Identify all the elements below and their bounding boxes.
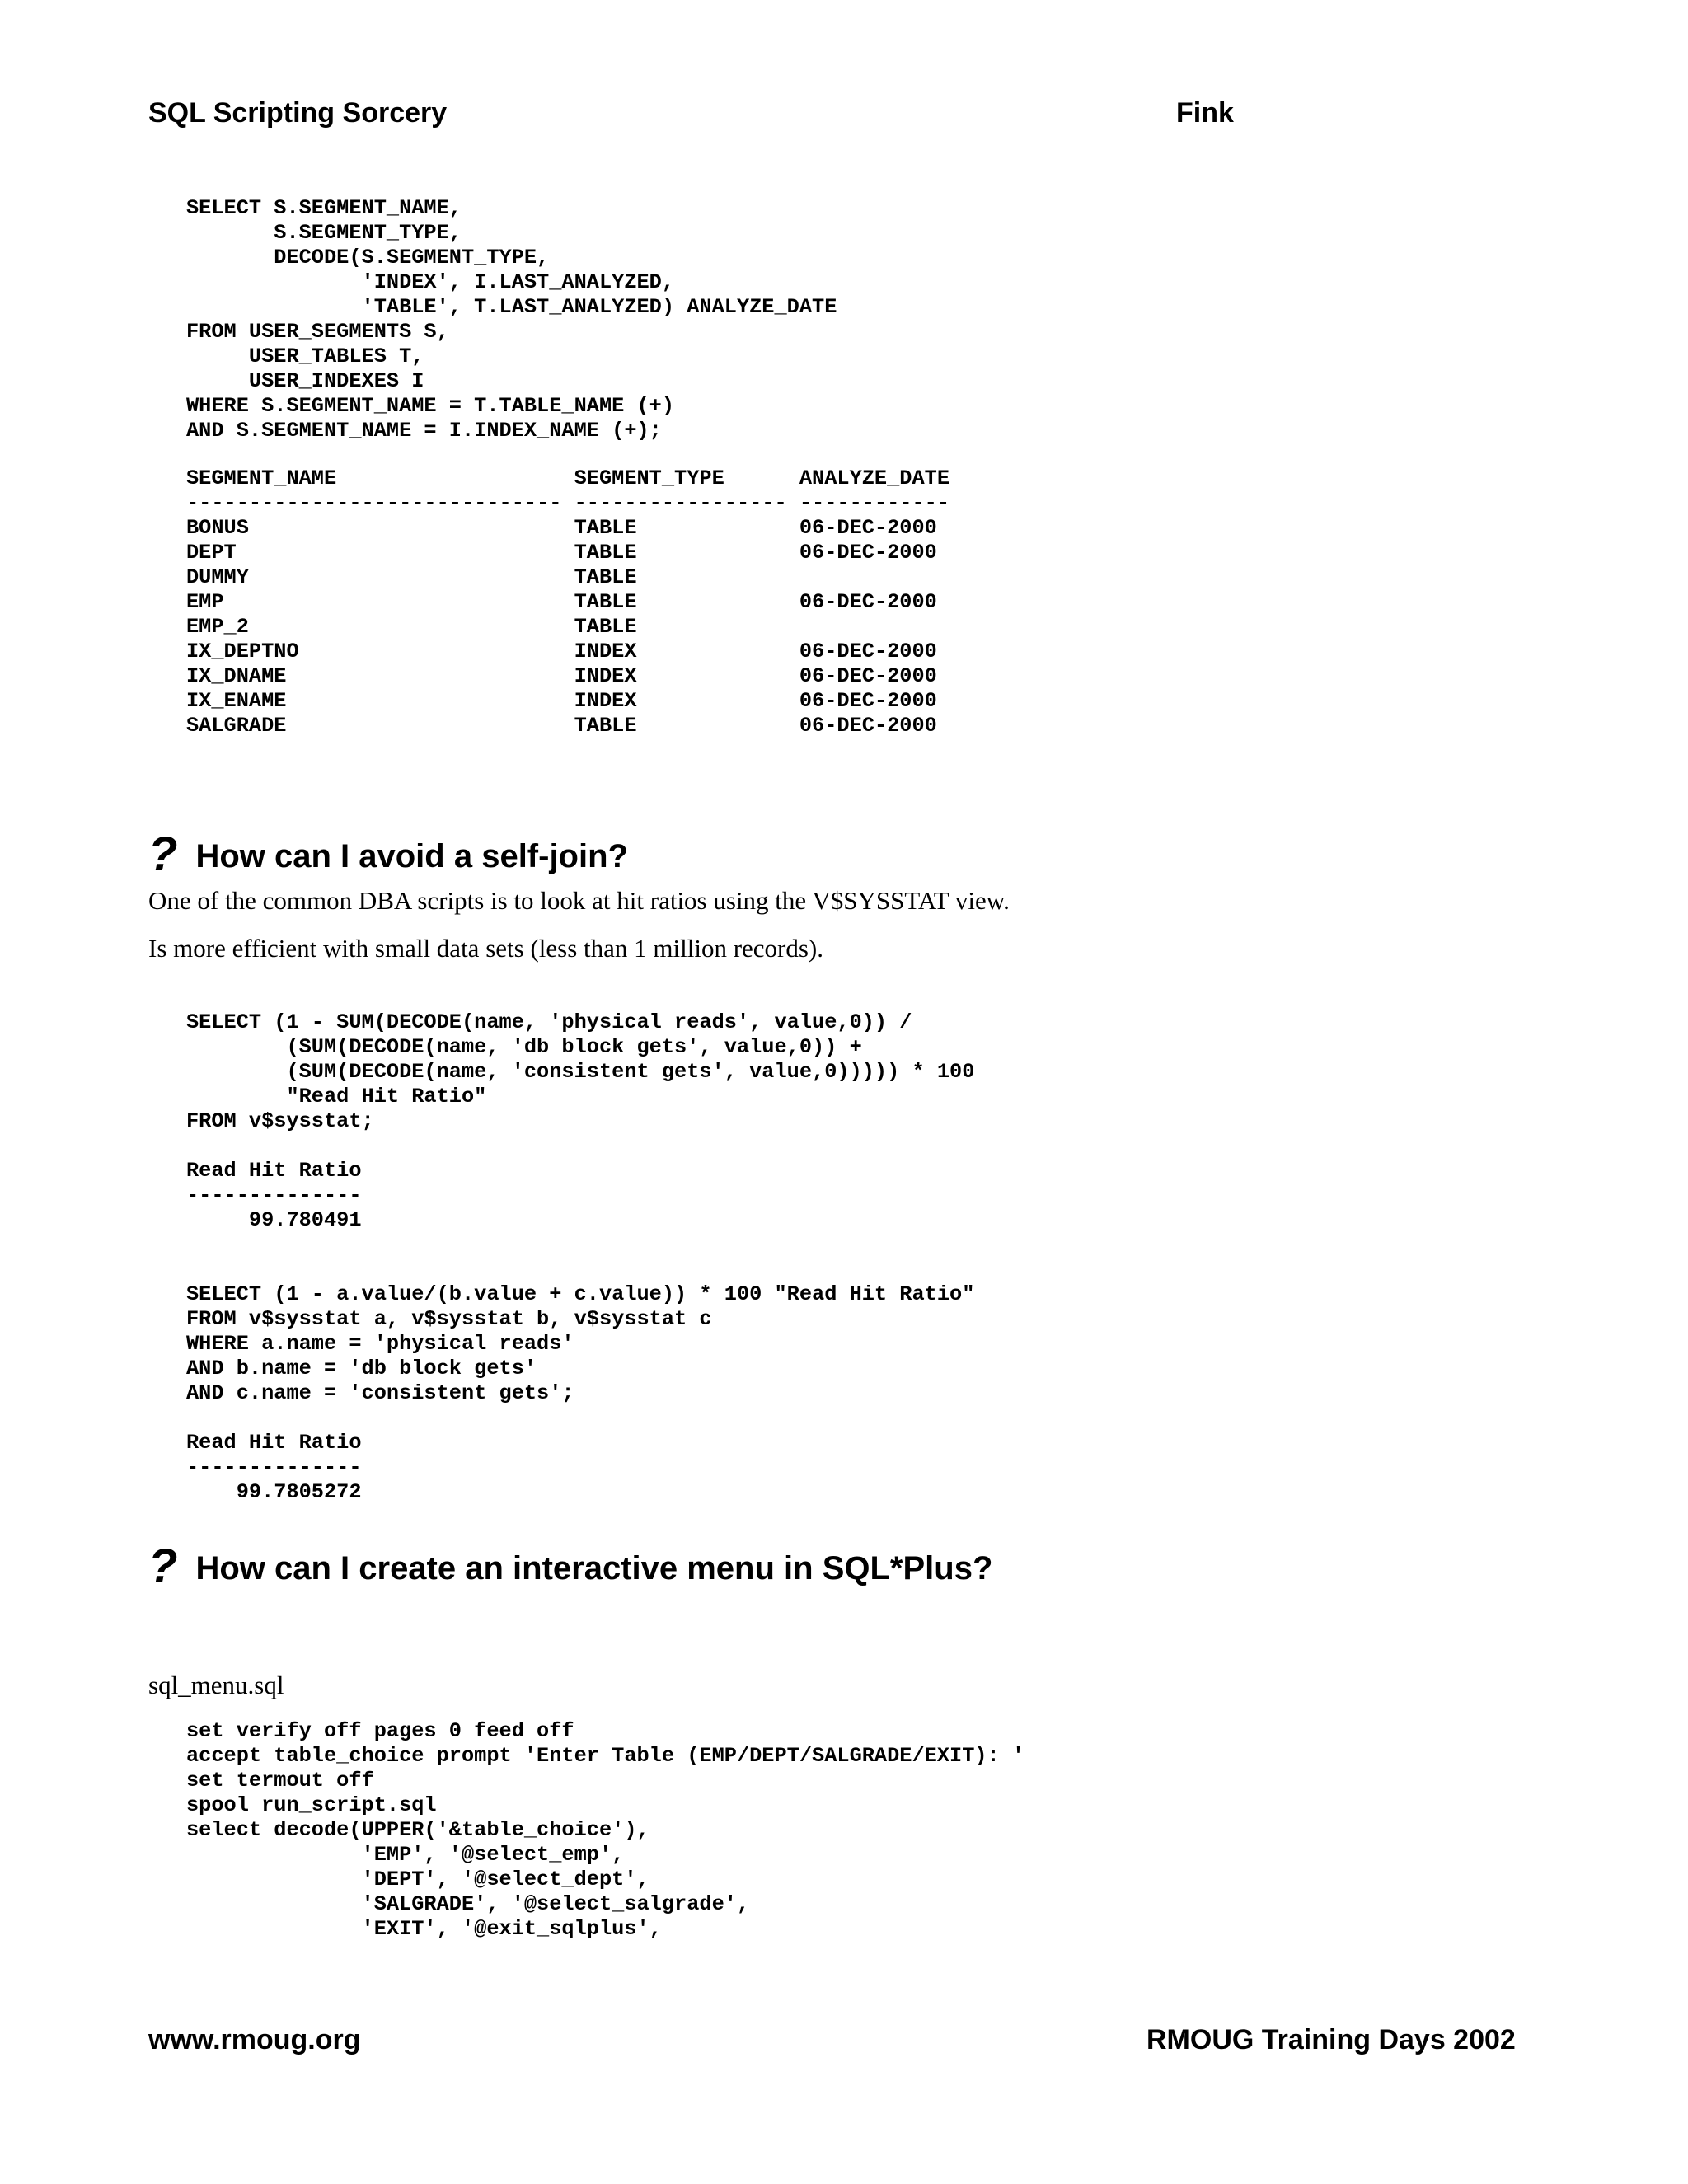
footer-event: RMOUG Training Days 2002 (1146, 2024, 1516, 2055)
script-filename: sql_menu.sql (148, 1671, 284, 1699)
interactive-menu-heading (148, 1540, 993, 1593)
self-join-heading (148, 827, 628, 881)
self-join-heading-text: How can I avoid a self-join? (195, 838, 628, 874)
decode-hit-ratio-code: SELECT (1 - SUM(DECODE(name, 'physical reads', value,0)) / (SUM(DECODE(name, 'db block gets', value,0)) + (SUM(DECODE(name, 'consistent gets', value,0))))) * 100 "Read Hit Ratio" FROM v$sysstat; (186, 1010, 975, 1133)
question-mark-icon: ? (148, 827, 178, 881)
footer-url: www.rmoug.org (148, 2024, 361, 2055)
interactive-menu-heading-text: How can I create an interactive menu in SQL*Plus? (195, 1550, 993, 1586)
question-mark-icon: ? (148, 1540, 178, 1593)
efficiency-note: Is more efficient with small data sets (less than 1 million records). (148, 934, 824, 963)
hit-ratio-intro: One of the common DBA scripts is to look at hit ratios using the V$SYSSTAT view. (148, 886, 1010, 915)
running-header-title: SQL Scripting Sorcery (148, 97, 448, 129)
running-header-author: Fink (1176, 97, 1234, 129)
decode-hit-ratio-output: Read Hit Ratio -------------- 99.780491 (186, 1159, 362, 1232)
segment-query-code: SELECT S.SEGMENT_NAME, S.SEGMENT_TYPE, DECODE(S.SEGMENT_TYPE, 'INDEX', I.LAST_ANALYZED, 'TABLE', T.LAST_ANALYZED) ANALYZE_DATE FROM USER_SEGMENTS S, USER_TABLES T, USER_INDEXES I WHERE S.SEGMENT_NAME = T.TABLE_NAME (+) AND S.SEGMENT_NAME = I.INDEX_NAME (+); (186, 196, 837, 443)
self-join-hit-ratio-code: SELECT (1 - a.value/(b.value + c.value)) * 100 "Read Hit Ratio" FROM v$sysstat a, v$sysstat b, v$sysstat c WHERE a.name = 'physical reads' AND b.name = 'db block gets' AND c.name = 'consistent gets'; (186, 1282, 975, 1405)
sql-menu-code: set verify off pages 0 feed off accept table_choice prompt 'Enter Table (EMP/DEPT/SALGRADE/EXIT): ' set termout off spool run_script.sql select decode(UPPER('&table_choice'), 'EMP', '@select_emp', 'DEPT', '@select_dept', 'SALGRADE', '@select_salgrade', 'EXIT', '@exit_sqlplus', (186, 1719, 1025, 1941)
self-join-hit-ratio-output: Read Hit Ratio -------------- 99.7805272 (186, 1431, 362, 1504)
segment-query-output: SEGMENT_NAME SEGMENT_TYPE ANALYZE_DATE ------------------------------ ----------------- ------------ BONUS TABLE 06-DEC-2000 DEPT TABLE 06-DEC-2000 DUMMY TABLE EMP TABLE 06-DEC-2000 EMP_2 TABLE IX_DEPTNO INDEX 06-DEC-2000 IX_DNAME INDEX 06-DEC-2000 IX_ENAME INDEX 06-DEC-2000 SALGRADE TABLE 06-DEC-2000 (186, 466, 950, 738)
